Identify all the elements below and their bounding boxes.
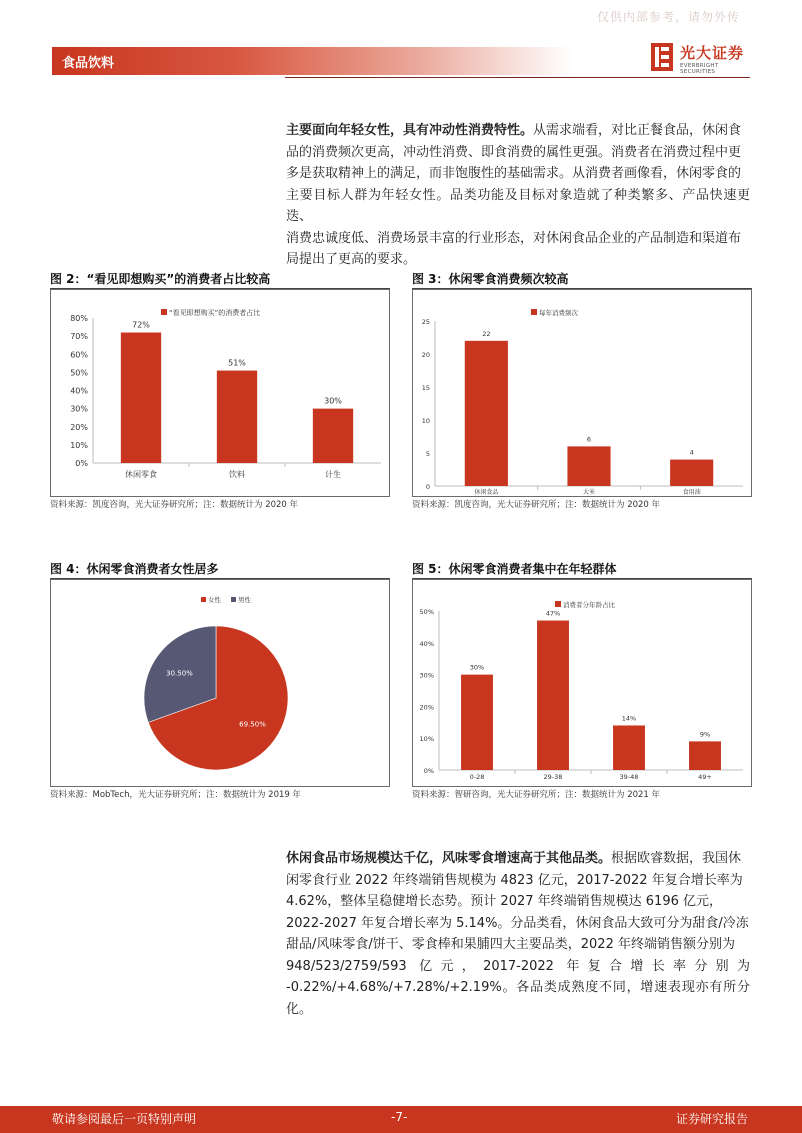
bar-3 [313,409,353,463]
y-tick-label: 5 [425,450,430,458]
paragraph-line: 948/523/2759/593 亿元，2017-2022 年复合增长率分别为 [286,958,750,974]
data-label: 14% [621,714,637,723]
data-label: 47% [545,609,561,618]
bar-2 [567,446,610,486]
paragraph-line: 甜品/风味零食/饼干、零食棒和果脯四大主要品类，2022 年终端销售额分别为 [286,937,735,952]
figure-4-title: 图 4：休闲零食消费者女性居多 [50,562,219,576]
paragraph-line: 从需求端看，对比正餐食品，休闲食 [533,123,742,138]
data-label: 4 [689,448,694,457]
section-label: 食品饮料 [62,56,115,71]
paragraph-line: 根据欧睿数据，我国休 [611,851,742,866]
everbright-logo-icon [651,43,673,71]
figure-5-source: 资料来源：智研咨询，光大证券研究所；注：数据统计为 2021 年 [412,790,661,800]
y-tick-label: 20% [419,703,434,712]
y-tick-label: 10% [419,735,434,744]
category-label: 休闲食品 [474,489,499,496]
data-label: 30% [469,663,485,672]
data-label: 22 [482,329,491,338]
y-tick-label: 60% [70,350,88,360]
figure-2-title: 图 2：“看见即想购买”的消费者占比较高 [50,272,271,286]
category-label: 29-38 [543,773,563,781]
paragraph-line: 4.62%，整体呈稳健增长态势。预计 2027 年终端销售规模达 6196 亿元， [286,894,722,909]
data-label: 72% [132,320,150,330]
y-tick-label: 30% [70,404,88,414]
y-tick-label: 20% [70,422,88,432]
y-tick-label: 40% [419,639,434,648]
legend-label: 每年消费频次 [539,309,578,317]
legend-swatch [201,597,206,602]
y-tick-label: 50% [70,368,88,378]
figure-3-frame [412,289,752,497]
legend-label: 消费者分年龄占比 [563,601,615,609]
y-tick-label: 0% [75,459,88,468]
figure-4-chart [51,580,389,786]
paragraph-line: 局提出了更高的要求。 [286,252,417,267]
pie-data-label: 69.50% [239,720,266,729]
y-tick-label: 10% [70,440,88,450]
figure-3-source: 资料来源：凯度咨询，光大证券研究所；注：数据统计为 2020 年 [412,500,661,510]
category-label: 大米 [582,489,596,496]
category-label: 0-28 [469,773,485,781]
bar-1 [121,333,161,464]
y-tick-label: 0% [423,767,434,775]
logo-english-name: EVERBRIGHT SECURITIES [680,63,719,75]
figure-3-chart [413,290,751,496]
category-label: 休闲零食 [125,470,157,479]
data-label: 30% [324,396,342,406]
bar-2 [537,621,569,770]
paragraph-consumer-profile [286,120,750,271]
footer-report-type: 证券研究报告 [676,1112,749,1126]
legend-swatch [231,597,236,602]
category-label: 食用油 [682,489,701,496]
legend-swatch [531,309,537,315]
paragraph-line: 闲零食行业 2022 年终端销售规模为 4823 亿元，2017-2022 年复合增长率为 [286,872,743,888]
paragraph-lead: 主要面向年轻女性，具有冲动性消费特性。 [286,123,534,138]
figure-5-frame [412,579,752,787]
category-label: 计生 [325,470,341,479]
category-label: 饮料 [229,470,245,479]
y-tick-label: 30% [419,671,434,680]
paragraph-line: 多是获取精神上的满足，而非饱腹性的基础需求。从消费者画像看，休闲零食的 [286,166,742,181]
logo-chinese-name: 光大证券 [680,44,745,62]
legend-label: 女性 [208,596,221,604]
brand-logo [651,41,755,77]
y-tick-label: 50% [419,608,434,616]
paragraph-line: 2022-2027 年复合增长率为 5.14%。分品类看，休闲食品大致可分为甜食/冷冻 [286,915,749,931]
figure-5-chart [413,580,751,786]
data-label: 6 [586,435,592,444]
paragraph-line: 消费忠诚度低、消费场景丰富的行业形态，对休闲食品企业的产品制造和渠道布 [286,230,742,246]
paragraph-line: -0.22%/+4.68%/+7.28%/+2.19%。各品类成熟度不同，增速表现亦有所分化。 [286,980,750,1017]
y-tick-label: 0 [425,483,430,491]
paragraph-lead: 休闲食品市场规模达千亿，风味零食增速高于其他品类。 [286,851,612,866]
y-tick-label: 80% [70,314,88,323]
y-tick-label: 20 [421,351,430,359]
figure-2-source: 资料来源：凯度咨询，光大证券研究所；注：数据统计为 2020 年 [50,500,299,510]
figure-3-title: 图 3：休闲零食消费频次较高 [412,272,569,286]
y-tick-label: 25 [421,318,430,326]
bar-4 [689,741,721,770]
bar-2 [217,371,257,463]
figure-5-title: 图 5：休闲零食消费者集中在年轻群体 [412,562,617,576]
data-label: 9% [699,730,711,739]
figure-2-chart [51,290,389,496]
figure-4-source: 资料来源：MobTech，光大证券研究所；注：数据统计为 2019 年 [50,790,302,800]
legend-label: 男性 [238,596,251,604]
page-number: -7- [391,1110,408,1124]
header-divider [285,77,750,78]
legend-label: “看见即想购买”的消费者占比 [169,309,261,317]
bar-1 [461,675,493,770]
footer-disclaimer: 敬请参阅最后一页特别声明 [52,1112,197,1126]
category-label: 39-48 [619,773,639,781]
section-header-band [52,47,572,75]
bar-1 [465,341,508,486]
data-label: 51% [228,358,246,368]
y-tick-label: 10 [421,417,430,425]
category-label: 49+ [698,773,712,781]
pie-data-label: 30.50% [166,669,193,678]
y-tick-label: 70% [70,332,88,342]
legend-swatch [555,601,561,607]
bar-3 [613,725,645,770]
y-tick-label: 15 [421,384,430,392]
figure-2-frame [50,289,390,497]
paragraph-line: 品的消费频次更高，冲动性消费、即食消费的属性更强。消费者在消费过程中更 [286,144,742,160]
figure-4-frame [50,579,390,787]
y-tick-label: 40% [70,386,88,396]
watermark-text: 仅供内部参考，请勿外传 [596,10,740,24]
paragraph-line: 主要目标人群为年轻女性。品类功能及目标对象造就了种类繁多、产品快速更迭、 [286,187,750,224]
paragraph-market-size [286,848,750,1020]
legend-swatch [161,309,167,315]
bar-3 [670,460,713,486]
